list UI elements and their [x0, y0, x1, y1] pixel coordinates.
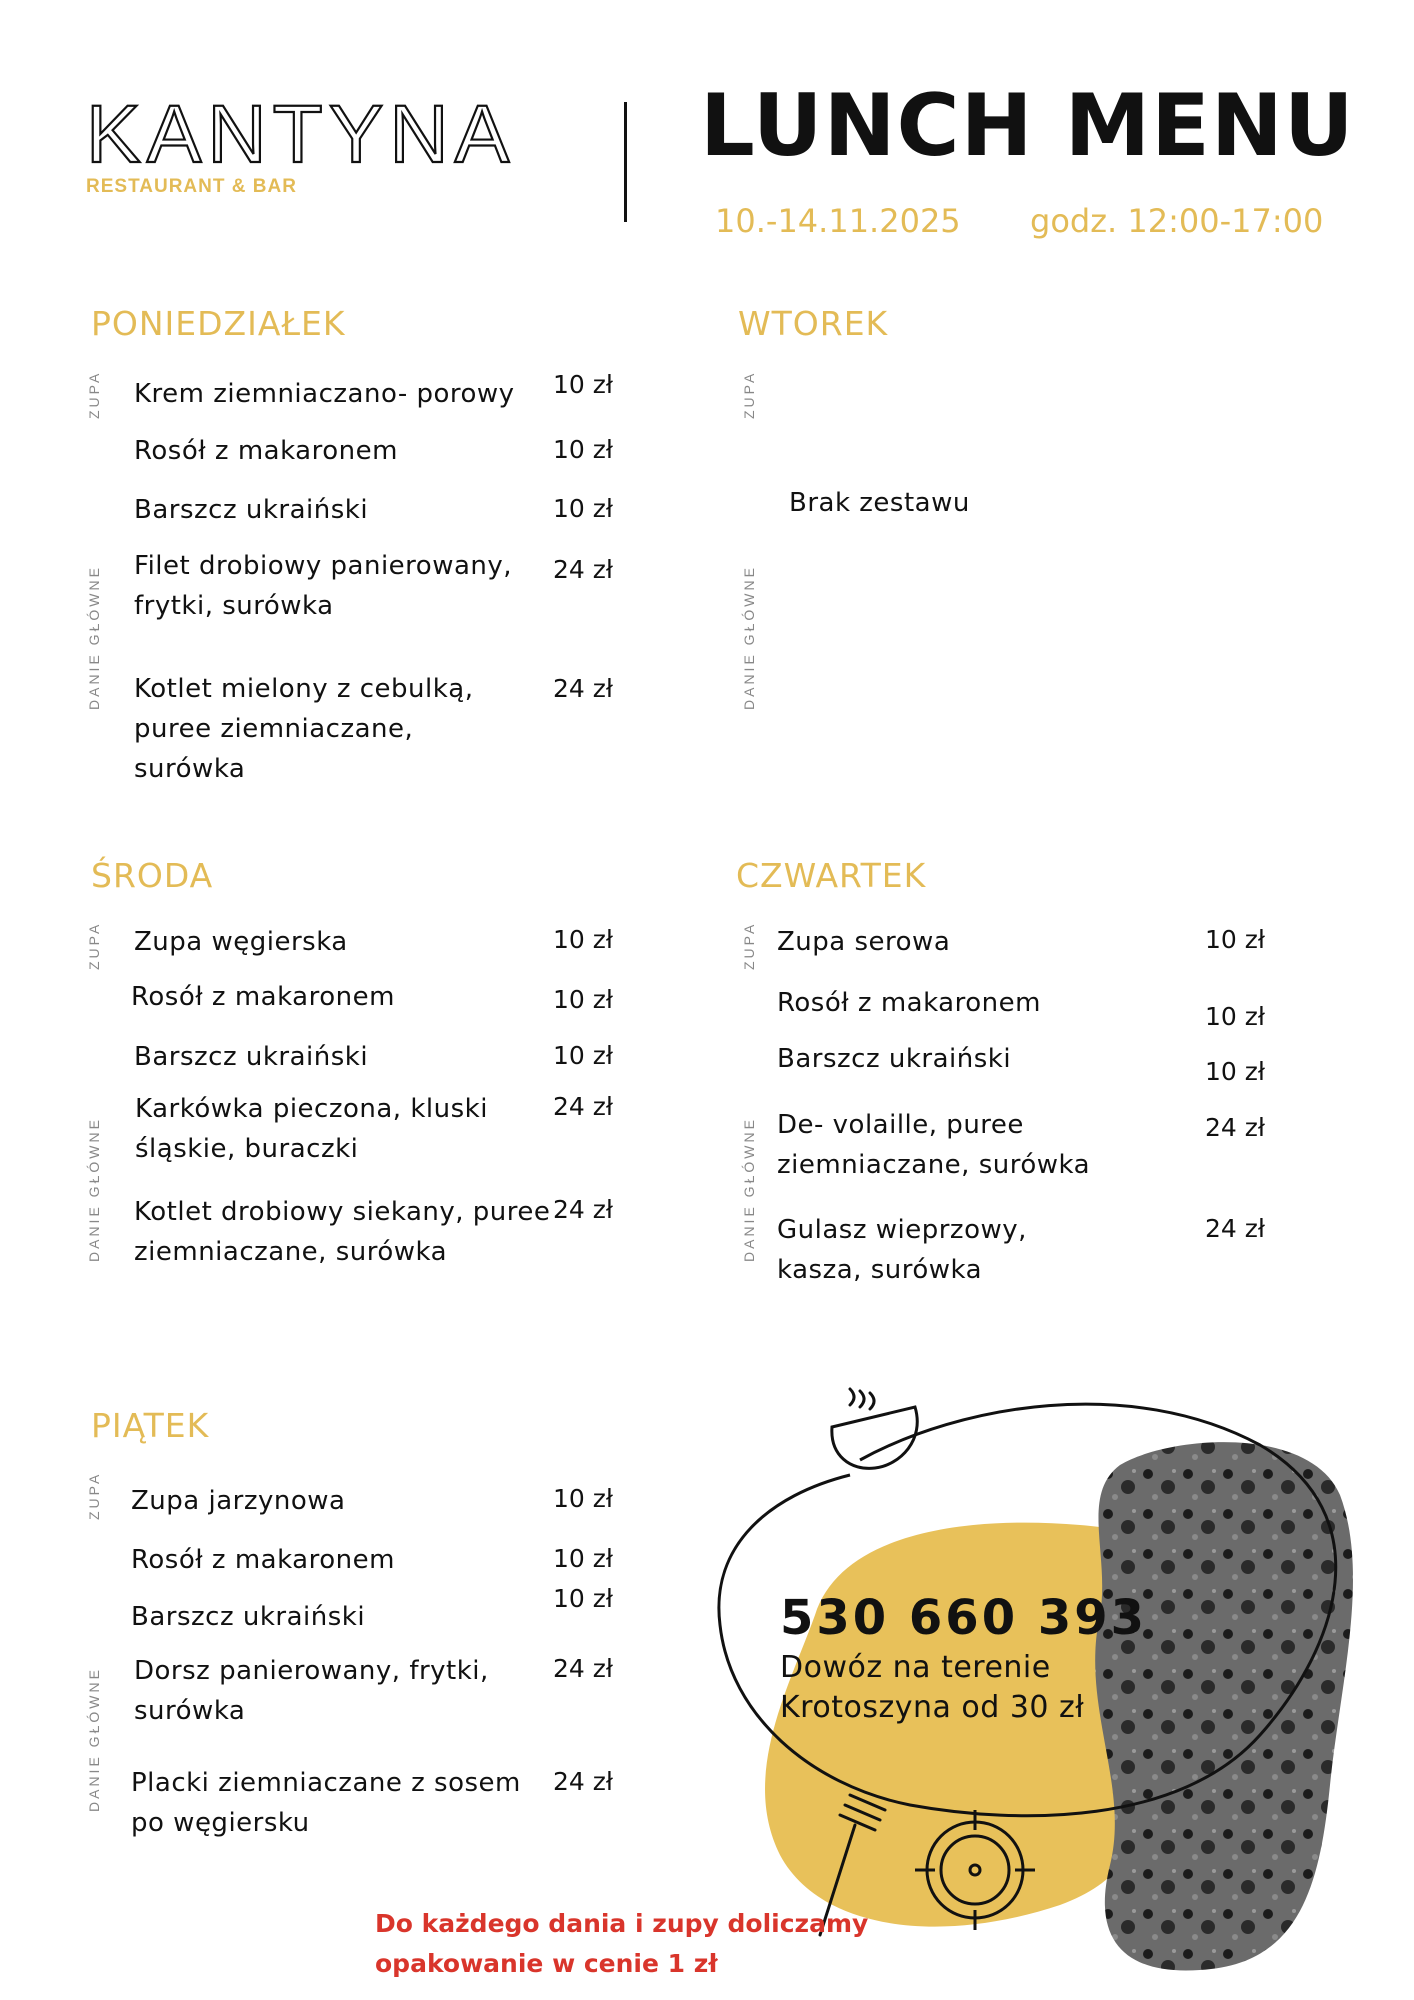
menu-item-price: 24 zł [553, 674, 613, 703]
delivery-phone[interactable]: 530 660 393 [780, 1590, 1148, 1646]
menu-item-name: Rosół z makaronem [131, 982, 395, 1012]
menu-item-name: Barszcz ukraiński [134, 1042, 369, 1072]
menu-item-price: 10 zł [553, 1041, 613, 1070]
menu-item-name: Karkówka pieczona, kluski śląskie, buraczki [135, 1094, 488, 1164]
logo-text: KANTYNA [86, 92, 516, 172]
menu-item-price: 24 zł [553, 1654, 613, 1683]
menu-item-price: 10 zł [1205, 1002, 1265, 1031]
menu-item-price: 10 zł [553, 1484, 613, 1513]
no-set-note: Brak zestawu [789, 488, 970, 518]
menu-item-name: Barszcz ukraiński [777, 1044, 1012, 1074]
menu-item-name: Rosół z makaronem [777, 988, 1041, 1018]
menu-item-name: Rosół z makaronem [134, 436, 398, 466]
category-label-soup: ZUPA [86, 921, 102, 970]
logo-subtitle: RESTAURANT & BAR [86, 176, 297, 197]
menu-item-name: Placki ziemniaczane z sosem po węgiersku [131, 1768, 521, 1838]
delivery-info: Dowóz na terenie Krotoszyna od 30 zł [780, 1650, 1085, 1725]
category-label-main: DANIE GŁÓWNE [86, 565, 102, 710]
category-label-main: DANIE GŁÓWNE [86, 1667, 102, 1812]
date-range: 10.-14.11.2025 [715, 202, 961, 240]
menu-item-price: 10 zł [553, 494, 613, 523]
day-title-friday: PIĄTEK [91, 1406, 210, 1445]
menu-item-name: Zupa węgierska [134, 927, 348, 957]
menu-item-name: Zupa jarzynowa [131, 1486, 346, 1516]
category-label-soup: ZUPA [741, 370, 757, 419]
menu-item-price: 10 zł [553, 985, 613, 1014]
day-title-thursday: CZWARTEK [736, 856, 927, 895]
menu-item-price: 24 zł [553, 1767, 613, 1796]
menu-item-name: Dorsz panierowany, frytki, surówka [134, 1656, 489, 1726]
menu-item-price: 24 zł [553, 1092, 613, 1121]
menu-item-name: Zupa serowa [777, 927, 951, 957]
menu-item-price: 10 zł [553, 370, 613, 399]
header-divider [624, 102, 627, 222]
category-label-main: DANIE GŁÓWNE [741, 565, 757, 710]
menu-item-price: 10 zł [1205, 925, 1265, 954]
menu-item-name: Barszcz ukraiński [131, 1602, 366, 1632]
menu-item-price: 10 zł [553, 435, 613, 464]
page-title: LUNCH MENU [700, 76, 1355, 176]
menu-item-name: De- volaille, puree ziemniaczane, surówka [777, 1110, 1091, 1180]
menu-item-price: 10 zł [553, 1584, 613, 1613]
menu-item-name: Kotlet drobiowy siekany, puree ziemniaczane, surówka [134, 1197, 551, 1267]
menu-item-price: 24 zł [1205, 1113, 1265, 1142]
day-title-wednesday: ŚRODA [91, 856, 214, 895]
menu-item-name: Kotlet mielony z cebulką, puree ziemniaczane, surówka [134, 674, 474, 784]
category-label-soup: ZUPA [86, 370, 102, 419]
kantyna-logo [86, 92, 556, 172]
category-label-soup: ZUPA [86, 1471, 102, 1520]
category-label-main: DANIE GŁÓWNE [86, 1117, 102, 1262]
bowl-icon [832, 1389, 917, 1468]
menu-item-price: 24 zł [1205, 1214, 1265, 1243]
menu-item-name: Gulasz wieprzowy, kasza, surówka [777, 1215, 1027, 1285]
menu-item-price: 24 zł [553, 555, 613, 584]
menu-item-name: Filet drobiowy panierowany, frytki, surówka [134, 551, 513, 621]
category-label-main: DANIE GŁÓWNE [741, 1117, 757, 1262]
day-title-tuesday: WTOREK [738, 304, 889, 343]
day-title-monday: PONIEDZIAŁEK [91, 304, 346, 343]
stone-texture-blob [1095, 1442, 1353, 1970]
opening-hours: godz. 12:00-17:00 [1030, 202, 1324, 240]
category-label-soup: ZUPA [741, 921, 757, 970]
menu-item-name: Krem ziemniaczano- porowy [134, 379, 515, 409]
menu-item-name: Barszcz ukraiński [134, 495, 369, 525]
packaging-note: Do każdego dania i zupy doliczamy opakowanie w cenie 1 zł [375, 1909, 869, 1978]
menu-item-price: 10 zł [1205, 1057, 1265, 1086]
menu-item-price: 10 zł [553, 1544, 613, 1573]
menu-item-price: 24 zł [553, 1195, 613, 1224]
menu-item-name: Rosół z makaronem [131, 1545, 395, 1575]
menu-item-price: 10 zł [553, 925, 613, 954]
